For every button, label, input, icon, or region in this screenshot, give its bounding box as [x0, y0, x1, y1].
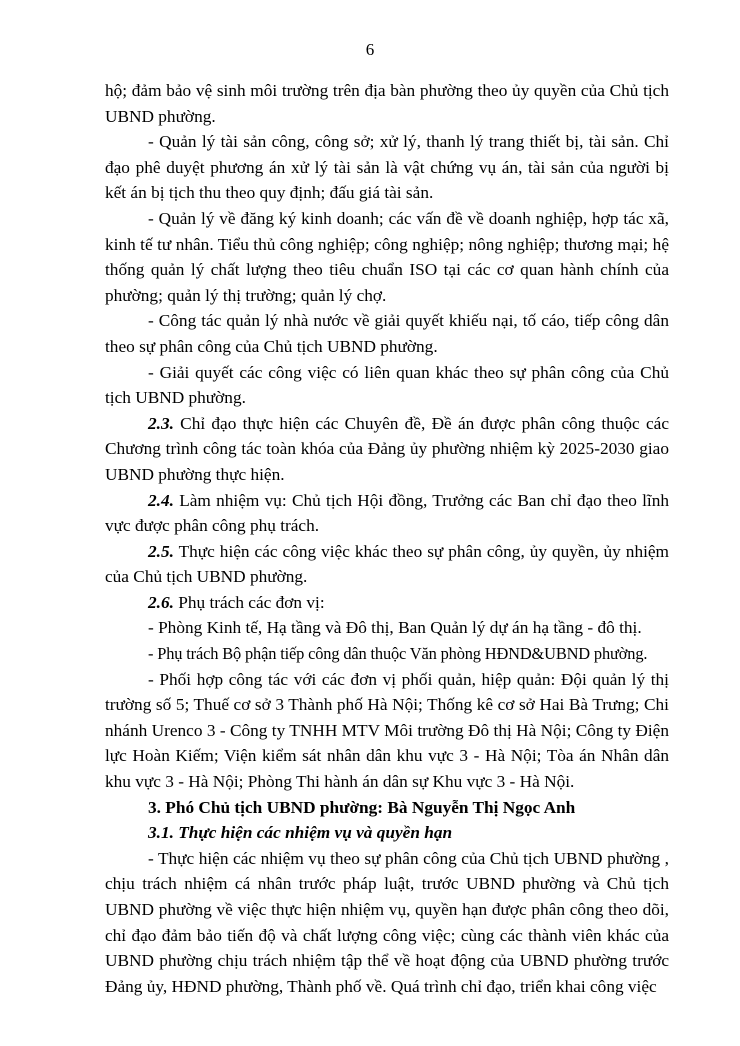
page-number: 6 — [365, 40, 375, 59]
paragraph: - Phòng Kinh tế, Hạ tầng và Đô thị, Ban Quản lý dự án hạ tầng - đô thị. — [148, 618, 642, 638]
paragraph: - Giải quyết các công việc có liên quan khác theo sự phân công của Chủ tịch UBND phường. — [105, 362, 669, 408]
numbered-paragraph — [105, 488, 669, 539]
section-number: 2.5. — [148, 541, 174, 561]
document-body — [105, 78, 669, 999]
section-number: 2.3. — [148, 413, 174, 433]
subsection-heading: 3.1. Thực hiện các nhiệm vụ và quyền hạn — [148, 823, 453, 843]
paragraph-text: Phụ trách các đơn vị: — [173, 592, 325, 612]
numbered-paragraph — [105, 590, 669, 616]
section-number: 2.6. — [148, 592, 174, 612]
paragraph: - Công tác quản lý nhà nước về giải quyết khiếu nại, tố cáo, tiếp công dân theo sự phân công của Chủ tịch UBND phường. — [105, 311, 669, 356]
paragraph-text: Làm nhiệm vụ: Chủ tịch Hội đồng, Trưởng các Ban chỉ đạo theo lĩnh vực được phân công phụ trách. — [105, 490, 669, 536]
paragraph: - Thực hiện các nhiệm vụ theo sự phân công của Chủ tịch UBND phường , chịu trách nhiệm cá nhân trước pháp luật, trước UBND phường và Chủ tịch UBND phường về việc thực hiện nhiệm vụ, quyền hạn được phân công theo dõi, chỉ đạo đảm bảo tiến độ và chất lượng công việc; cùng các thành viên khác của UBND phường chịu trách nhiệm tập thể về hoạt động của UBND phường trước Đảng ủy, HĐND phường, Thành phố về. Quá trình chỉ đạo, triển khai công việc — [105, 848, 669, 996]
paragraph: - Quản lý tài sản công, công sở; xử lý, thanh lý trang thiết bị, tài sản. Chỉ đạo phê duyệt phương án xử lý tài sản là vật chứng vụ án, tài sản của người bị kết án bị tịch thu theo quy định; đấu giá tài sản. — [105, 132, 669, 203]
paragraph-text: Chỉ đạo thực hiện các Chuyên đề, Đề án được phân công thuộc các Chương trình công tác toàn khóa của Đảng ủy phường nhiệm kỳ 2025-2030 giao UBND phường thực hiện. — [105, 413, 669, 484]
paragraph: - Phụ trách Bộ phận tiếp công dân thuộc Văn phòng HĐND&UBND phường. — [148, 644, 648, 664]
paragraph: hộ; đảm bảo vệ sinh môi trường trên địa bàn phường theo ủy quyền của Chủ tịch UBND phường. — [105, 81, 669, 126]
paragraph-text: Thực hiện các công việc khác theo sự phân công, ủy quyền, ủy nhiệm của Chủ tịch UBND phường. — [105, 541, 669, 587]
numbered-paragraph — [105, 411, 669, 488]
section-number: 2.4. — [148, 490, 174, 510]
section-heading: 3. Phó Chủ tịch UBND phường: Bà Nguyễn Thị Ngọc Anh — [148, 797, 576, 817]
paragraph: - Quản lý về đăng ký kinh doanh; các vấn đề về doanh nghiệp, hợp tác xã, kinh tế tư nhân. Tiểu thủ công nghiệp; công nghiệp; nông nghiệp; thương mại; hệ thống quản lý chất lượng theo tiêu chuẩn ISO tại các cơ quan hành chính của phường; quản lý thị trường; quản lý chợ. — [105, 208, 669, 305]
numbered-paragraph — [105, 539, 669, 590]
paragraph: - Phối hợp công tác với các đơn vị phối quản, hiệp quản: Đội quản lý thị trường số 5; Thuế cơ sở 3 Thành phố Hà Nội; Thống kê cơ sở Hai Bà Trưng; Chi nhánh Urenco 3 - Công ty TNHH MTV Môi trường Đô thị Hà Nội; Công ty Điện lực Hoàn Kiếm; Viện kiểm sát nhân dân khu vực 3 - Hà Nội; Tòa án Nhân dân khu vực 3 - Hà Nội; Phòng Thi hành án dân sự Khu vực 3 - Hà Nội. — [105, 669, 669, 792]
